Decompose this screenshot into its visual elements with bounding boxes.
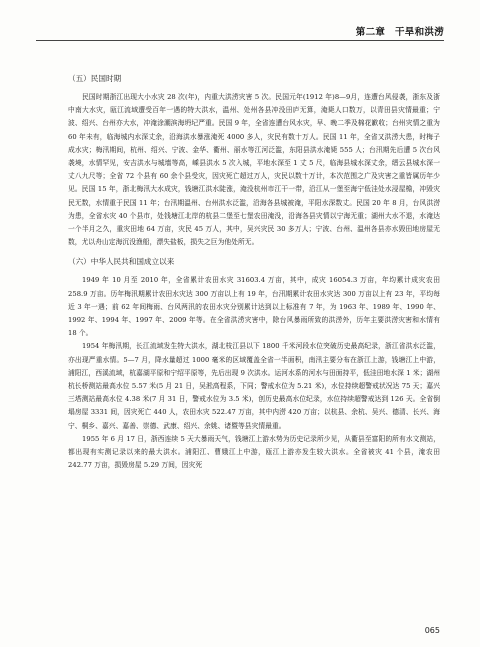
section-heading-republic: （五）民国时期 xyxy=(68,74,122,83)
chapter-title: 第二章 干旱和洪涝 xyxy=(355,27,444,38)
paragraph: 1954 年梅汛期，长江流域发生特大洪水，湖北枝江县以下 1800 千米河段水位突破历史最高纪录，浙江省洪水泛滥，亦出现严重水情。5—7 月，降水量超过 1000 毫米的区域覆盖全省一半面积，南汛主要分布在浙江上游，钱塘江上中游，浦阳江，西溪流域，杭嘉湖平原和宁绍平原等，先后出现 9 次洪水。运河水系的河水与田面持平，低洼田地水深 1 米；湖州杭长桥测站最高水位 5.57 米(5 月 21 日，吴淞高程系，下同；警戒水位为 5.21 米)，水位持续超警戒状况达 75 天；嘉兴三塔测站最高水位 4.38 米(7 月 31 日，警戒水位为 3.5 米)，创历史最高水位纪录，水位持续超警戒达到 126 天。全省倒塌房屋 3331 间，因灾死亡 440 人，农田水灾 522.47 万亩，其中内涝 420 万亩；以杭县、余杭、吴兴、德清、长兴、海宁、桐乡、嘉兴、嘉善、崇德、武康、绍兴、余姚、诸暨等县灾情最重。 xyxy=(68,342,440,430)
paragraph: 1955 年 6 月 17 日，浙西连续 5 天大暴雨天气，钱塘江上游水势为历史记录所少见，从衢县至富阳的所有水文测站，都出现有实测记录以来的最大洪水。浦阳江、曹娥江上中游，瓯江上游亦发生较大洪水。全省被灾 41 个县，淹农田 242.77 万亩，损毁房屋 5.29 万间，因灾死 xyxy=(68,434,440,470)
section-heading-prc: （六）中华人民共和国成立以来 xyxy=(68,257,175,267)
page-number: 065 xyxy=(424,626,440,635)
running-header xyxy=(36,24,444,38)
page-content xyxy=(68,72,440,472)
header-divider xyxy=(36,40,444,41)
paragraph: 民国时期浙江出现大小水灾 28 次(年)，内重大洪涝灾害 5 次。民国元年(1912 年)8—9月，连遭台风侵袭，浙东及浙中南大水灾，瓯江流域遭受百年一遇的特大洪水，温州、处州各县冲没田庐无算，淹毙人口数万，以青田县灾情最重；宁波、绍兴、台州亦大水，冲淹涂潮滨海坍圮严重。民国 9 年，全省连遭台风水灾，早、晚二季及棉花歉收；台州灾情之重为 60 年未有，临海城内水深丈余，沿海洪水暴涨淹死 4000 多人，灾民有数十万人。民国 11 年，全省又洪涝大患，时梅子成水灾；梅汛期间，杭州、绍兴、宁波、金华、衢州、丽水等江河泛滥，东阳县洪水淹毙 555 人；台汛期先后遭 5 次台风袭境，水情罕见，安吉洪水与城墙等高，嵊县洪水 5 次入城，平地水深至 1 丈 5 尺，临海县城水深丈余，缙云县城水深一丈八九尺等；全省 72 个县有 60 余个县受灾，因灾死亡超过万人，灾民以数十万计，本次范围之广及灾害之重皆属历年少见。民国 15 年，浙北梅汛大水成灾，钱塘江洪水陡涨，淹没杭州市江干一带，沿江从一堡至海宁低洼处水浸屋檐，冲毁灾民无数，水情重于民国 11 年；台汛期温州、台州洪水泛滥，沿海各县城被淹，平阳水深数丈。民国 20 年 8 月，台风洪涝为患，全省水灾 40 个县市，处钱塘江北岸的杭县二堡至七堡农田淹没，沿海各县灾情以宁海无重；湖州大水不退，水淹达一个半月之久，重灾田地 64 万亩，灾民 45 万人，其中，吴兴灾民 30 多万人；宁波、台州、温州各县亦水毁田地房屋无数，尤以舟山定海沉没渔船，漂失盐板，损失之巨为他处所无。 xyxy=(68,93,440,247)
paragraph: 1949 年 10 月至 2010 年，全省累计农田水灾 31603.4 万亩，其中，成灾 16054.3 万亩，年均累计成灾农田 258.9 万亩。历年梅汛期累计农田水灾达 300 万亩以上有 19 年，台汛期累计农田水灾达 300 万亩以上有 23 年，平均每近 3 年一遇；前 62 年间梅雨、台风两汛的农田水灾分别累计达到以上标准有 7 年，为 1963 年、1989 年、1990 年、1992 年、1994 年、1997 年、2009 年等。在全省洪涝灾害中，除台风暴雨所致的洪涝外，历年主要洪涝灾害和水情有 18 个。 xyxy=(68,276,440,338)
